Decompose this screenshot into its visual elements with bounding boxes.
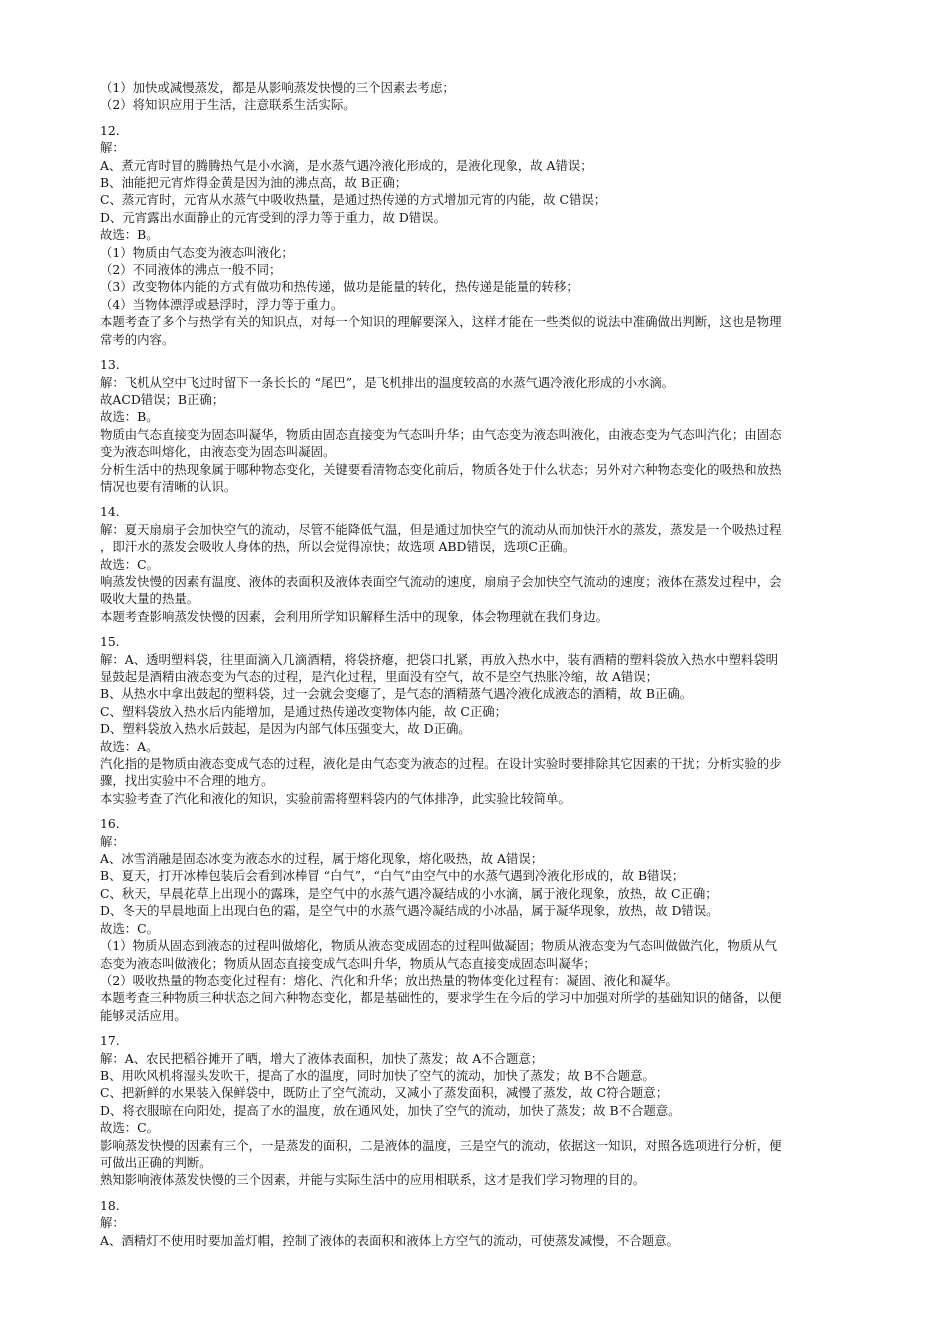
- answer-line: 影响蒸发快慢的因素有三个，一是蒸发的面积，二是液体的温度，三是空气的流动，依据这一知识，对照各选项进行分析，便: [100, 1137, 782, 1153]
- question-number: 13.: [100, 357, 120, 373]
- answer-line: D、元宵露出水面静止的元宵受到的浮力等于重力，故 D错误。: [100, 209, 446, 225]
- question-block: [100, 633, 822, 807]
- answer-line: 本题考查影响蒸发快慢的因素，会利用所学知识解释生活中的现象，体会物理就在我们身边。: [100, 608, 609, 624]
- answer-line: 态变为液态叫做液化；物质从固态直接变成气态叫升华，物质从气态直接变成固态叫凝华；: [100, 955, 596, 971]
- answer-line: 变为液态叫熔化，由液态变为固态叫凝固。: [100, 444, 336, 460]
- answer-line: 常考的内容。: [100, 331, 175, 347]
- question-number: 15.: [100, 634, 120, 650]
- answer-line: 情况也要有清晰的认识。: [100, 478, 237, 494]
- answer-line: 故选：C。: [100, 920, 160, 936]
- answer-line: B、从热水中拿出鼓起的塑料袋，过一会就会变瘪了，是气态的酒精蒸气遇冷液化成液态的酒精，故 B正确。: [100, 686, 693, 702]
- answer-line: （2）不同液体的沸点一般不同；: [100, 262, 282, 278]
- answer-line: 解：夏天扇扇子会加快空气的流动，尽管不能降低气温，但是通过加快空气的流动从而加快汗水的蒸发，蒸发是一个吸热过程: [100, 521, 782, 537]
- answer-line: 故选：B。: [100, 227, 159, 243]
- answer-line: 故选：A。: [100, 738, 159, 754]
- answer-line: 物质由气态直接变为固态叫凝华，物质由固态直接变为气态叫升华；由气态变为液态叫液化，由液态变为气态叫汽化；由固态: [100, 426, 782, 442]
- answer-line: 故选：B。: [100, 409, 159, 425]
- question-block: [100, 356, 822, 495]
- question-number: 12.: [100, 122, 120, 138]
- document-page: [100, 79, 822, 1249]
- question-block: [100, 503, 822, 625]
- answer-line: 本题考查了多个与热学有关的知识点，对每一个知识的理解要深入，这样才能在一些类似的说法中准确做出判断，这也是物理: [100, 314, 782, 330]
- answer-line: （4）当物体漂浮或悬浮时，浮力等于重力。: [100, 296, 344, 312]
- answer-line: 吸收大量的热量。: [100, 591, 200, 607]
- question-number: 16.: [100, 816, 120, 832]
- question-block: [100, 122, 822, 348]
- answer-line: 汽化指的是物质由液态变成气态的过程，液化是由气态变为液态的过程。在设计实验时要排除其它因素的干扰；分析实验的步: [100, 756, 782, 772]
- answer-line: D、塑料袋放入热水后鼓起，是因为内部气体压强变大，故 D正确。: [100, 721, 471, 737]
- answer-line: （3）改变物体内能的方式有做功和热传递，做功是能量的转化，热传递是能量的转移；: [100, 279, 579, 295]
- answer-line: 本实验考查了汽化和液化的知识，实验前需将塑料袋内的气体排净，此实验比较简单。: [100, 790, 571, 806]
- question-block: [100, 1197, 822, 1249]
- answer-line: 响蒸发快慢的因素有温度、液体的表面积及液体表面空气流动的速度，扇扇子会加快空气流动的速度；液体在蒸发过程中，会: [100, 573, 782, 589]
- answer-line: B、油能把元宵炸得金黄是因为油的沸点高，故 B正确；: [100, 175, 408, 191]
- question-number: 18.: [100, 1197, 120, 1213]
- question-block: [100, 815, 822, 1024]
- answer-line: 可做出正确的判断。: [100, 1154, 212, 1170]
- answer-line: A、煮元宵时冒的腾腾热气是小水滴，是水蒸气遇冷液化形成的，是液化现象，故 A错误；: [100, 157, 593, 173]
- answer-line: 解：A、农民把稻谷摊开了晒，增大了液体表面积，加快了蒸发；故 A不合题意；: [100, 1050, 544, 1066]
- answer-line: C、塑料袋放入热水后内能增加，是通过热传递改变物体内能，故 C正确；: [100, 703, 508, 719]
- answer-line: 能够灵活应用。: [100, 1007, 187, 1023]
- answer-line: D、冬天的早晨地面上出现白色的霜，是空气中的水蒸气遇冷凝结成的小冰晶，属于凝华现象，放热，故 D错误。: [100, 903, 719, 919]
- answer-line: 故选：C。: [100, 1120, 160, 1136]
- answer-line: （1）物质从固态到液态的过程叫做熔化，物质从液态变成固态的过程叫做凝固；物质从液态变为气态叫做做汽化，物质从气: [100, 938, 777, 954]
- answer-line: 解：: [100, 833, 125, 849]
- question-block: [100, 1032, 822, 1189]
- answer-line: C、蒸元宵时，元宵从水蒸气中吸收热量，是通过热传递的方式增加元宵的内能，故 C错误；: [100, 192, 607, 208]
- questions-list: [100, 122, 822, 1249]
- answer-line: B、用吹风机将湿头发吹干，提高了水的温度，同时加快了空气的流动，加快了蒸发；故 B不合题意。: [100, 1067, 655, 1083]
- answer-line: 解：A、透明塑料袋，往里面滴入几滴酒精，将袋挤瘪，把袋口扎紧，再放入热水中，装有酒精的塑料袋放入热水中塑料袋明: [100, 651, 779, 667]
- answer-line: 分析生活中的热现象属于哪种物态变化，关键要看清物态变化前后，物质各处于什么状态；另外对六种物态变化的吸热和放热: [100, 461, 782, 477]
- answer-line: D、将衣服晾在向阳处，提高了水的温度，放在通风处，加快了空气的流动，加快了蒸发；故 B不合题意。: [100, 1102, 681, 1118]
- answer-line: A、冰雪消融是固态冰变为液态水的过程，属于熔化现象，熔化吸热，故 A错误；: [100, 851, 544, 867]
- answer-line: 故选：C。: [100, 556, 160, 572]
- question-number: 14.: [100, 504, 120, 520]
- answer-line: 解：: [100, 1215, 125, 1231]
- answer-line: A、酒精灯不使用时要加盖灯帽，控制了液体的表面积和液体上方空气的流动，可使蒸发减慢，不合题意。: [100, 1232, 679, 1248]
- answer-line: ，即汗水的蒸发会吸收人身体的热，所以会觉得凉快；故选项 ABD错误，选项C正确。: [100, 539, 576, 555]
- answer-line: 解：: [100, 140, 125, 156]
- intro-line: （1）加快或减慢蒸发，都是从影响蒸发快慢的三个因素去考虑；: [100, 80, 455, 95]
- answer-line: C、秋天，早晨花草上出现小的露珠，是空气中的水蒸气遇冷凝结成的小水滴，属于液化现象，放热，故 C正确；: [100, 885, 718, 901]
- question-number: 17.: [100, 1033, 120, 1049]
- answer-line: 解：飞机从空中飞过时留下一条长长的 “尾巴”，是飞机排出的温度较高的水蒸气遇冷液化形成的小水滴。: [100, 374, 675, 390]
- intro-block: [100, 79, 822, 114]
- answer-line: 熟知影响液体蒸发快慢的三个因素，并能与实际生活中的应用相联系，这才是我们学习物理的目的。: [100, 1172, 646, 1188]
- answer-line: C、把新鲜的水果装入保鲜袋中，既防止了空气流动，又减小了蒸发面积，减慢了蒸发，故 C符合题意；: [100, 1085, 669, 1101]
- intro-line: （2）将知识应用于生活，注意联系生活实际。: [100, 97, 356, 113]
- answer-line: 骤，找出实验中不合理的地方。: [100, 773, 274, 789]
- answer-line: （1）物质由气态变为液态叫液化；: [100, 244, 294, 260]
- answer-line: B、夏天，打开冰棒包装后会看到冰棒冒 “白气”，“白气”由空气中的水蒸气遇到冷液化形成的，故 B错误；: [100, 868, 685, 884]
- answer-line: 本题考查三种物质三种状态之间六种物态变化，都是基础性的，要求学生在今后的学习中加强对所学的基础知识的储备，以便: [100, 990, 782, 1006]
- answer-line: （2）吸收热量的物态变化过程有：熔化、汽化和升华；放出热量的物体变化过程有：凝固、液化和凝华。: [100, 972, 678, 988]
- answer-line: 故ACD错误；B正确；: [100, 391, 225, 407]
- answer-line: 显鼓起是酒精由液态变为气态的过程，是汽化过程，里面没有空气，故不是空气热胀冷缩，故 A错误；: [100, 669, 659, 684]
